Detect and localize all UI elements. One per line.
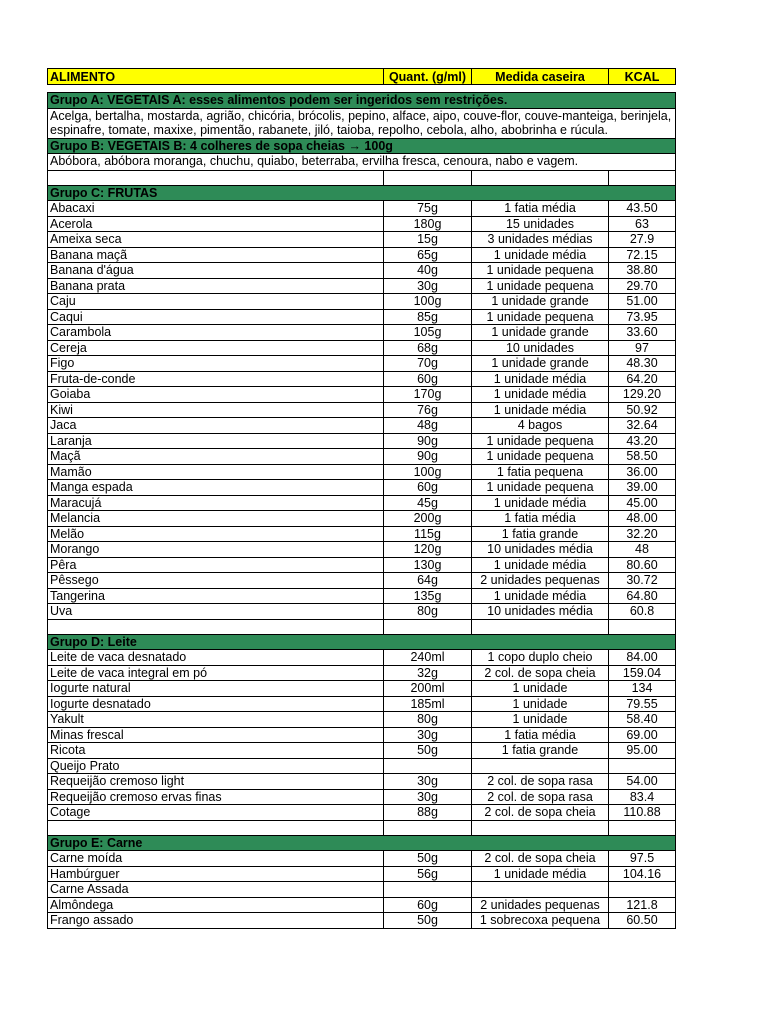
food-kcal: 30.72 [609,573,676,589]
food-quantity: 60g [384,371,472,387]
table-row [48,743,676,759]
food-measure: 1 unidade pequena [472,449,609,465]
food-kcal: 32.20 [609,526,676,542]
food-name: Leite de vaca desnatado [48,650,384,666]
table-row [48,278,676,294]
table-row [48,897,676,913]
header-kcal: KCAL [609,69,676,85]
food-name: Laranja [48,433,384,449]
food-name: Abacaxi [48,201,384,217]
table-row [48,480,676,496]
food-name: Hambúrguer [48,866,384,882]
food-quantity: 80g [384,604,472,620]
food-kcal: 36.00 [609,464,676,480]
food-measure: 1 fatia pequena [472,464,609,480]
food-quantity: 105g [384,325,472,341]
table-row [48,696,676,712]
food-measure: 10 unidades média [472,604,609,620]
food-quantity: 100g [384,294,472,310]
food-quantity: 240ml [384,650,472,666]
food-quantity: 90g [384,449,472,465]
food-kcal: 43.50 [609,201,676,217]
food-kcal: 50.92 [609,402,676,418]
food-quantity: 76g [384,402,472,418]
group-e-title: Grupo E: Carne [48,835,676,851]
food-name: Caqui [48,309,384,325]
food-kcal: 48.30 [609,356,676,372]
food-kcal: 32.64 [609,418,676,434]
table-row [48,340,676,356]
food-quantity: 115g [384,526,472,542]
food-kcal: 38.80 [609,263,676,279]
table-row [48,449,676,465]
table-row [48,418,676,434]
food-kcal: 33.60 [609,325,676,341]
group-a-desc-row [48,108,676,138]
food-measure: 1 unidade média [472,402,609,418]
header-quant: Quant. (g/ml) [384,69,472,85]
table-row [48,495,676,511]
food-measure: 1 unidade grande [472,356,609,372]
food-name: Acerola [48,216,384,232]
food-name: Iogurte natural [48,681,384,697]
food-name: Banana maçã [48,247,384,263]
food-name: Cereja [48,340,384,356]
food-quantity: 30g [384,278,472,294]
food-name: Fruta-de-conde [48,371,384,387]
food-name: Carambola [48,325,384,341]
food-measure: 2 col. de sopa cheia [472,851,609,867]
table-row [48,712,676,728]
food-quantity: 100g [384,464,472,480]
food-quantity: 85g [384,309,472,325]
food-quantity: 88g [384,805,472,821]
food-measure: 1 unidade média [472,557,609,573]
food-measure: 2 col. de sopa rasa [472,789,609,805]
food-measure: 1 unidade pequena [472,278,609,294]
food-quantity: 65g [384,247,472,263]
food-kcal: 97 [609,340,676,356]
food-measure: 1 fatia grande [472,526,609,542]
food-kcal: 29.70 [609,278,676,294]
food-measure: 3 unidades médias [472,232,609,248]
table-row [48,727,676,743]
food-quantity: 130g [384,557,472,573]
food-measure: 1 unidade média [472,247,609,263]
food-name: Requeijão cremoso ervas finas [48,789,384,805]
table-row [48,402,676,418]
food-quantity: 50g [384,851,472,867]
food-name: Caju [48,294,384,310]
food-quantity: 80g [384,712,472,728]
food-name: Carne Assada [48,882,384,898]
food-kcal: 110.88 [609,805,676,821]
food-name: Ameixa seca [48,232,384,248]
food-measure: 1 fatia média [472,511,609,527]
table-row [48,882,676,898]
group-b-title-row [48,138,676,154]
food-quantity: 60g [384,897,472,913]
header-row [48,69,676,85]
food-measure [472,758,609,774]
food-kcal: 60.8 [609,604,676,620]
food-kcal: 73.95 [609,309,676,325]
food-quantity [384,758,472,774]
food-measure: 2 unidades pequenas [472,573,609,589]
table-row [48,232,676,248]
food-name: Ricota [48,743,384,759]
food-measure: 1 fatia média [472,727,609,743]
food-name: Kiwi [48,402,384,418]
food-name: Melão [48,526,384,542]
food-kcal: 72.15 [609,247,676,263]
food-measure: 1 unidade [472,696,609,712]
food-name: Minas frescal [48,727,384,743]
food-name: Pêra [48,557,384,573]
food-kcal: 79.55 [609,696,676,712]
food-quantity: 50g [384,743,472,759]
food-kcal: 159.04 [609,665,676,681]
food-measure: 2 col. de sopa rasa [472,774,609,790]
food-kcal: 54.00 [609,774,676,790]
food-quantity: 185ml [384,696,472,712]
food-kcal: 134 [609,681,676,697]
food-measure: 1 copo duplo cheio [472,650,609,666]
food-name: Frango assado [48,913,384,929]
food-quantity: 30g [384,727,472,743]
table-row [48,216,676,232]
food-name: Yakult [48,712,384,728]
food-kcal: 58.50 [609,449,676,465]
food-measure: 10 unidades média [472,542,609,558]
food-name: Almôndega [48,897,384,913]
food-kcal: 64.80 [609,588,676,604]
food-name: Requeijão cremoso light [48,774,384,790]
food-measure: 1 sobrecoxa pequena [472,913,609,929]
food-kcal: 60.50 [609,913,676,929]
table-row [48,913,676,929]
header-alimento: ALIMENTO [48,69,384,85]
table-row [48,325,676,341]
table-row [48,588,676,604]
group-c-title-row [48,185,676,201]
food-measure: 2 col. de sopa cheia [472,805,609,821]
food-quantity: 200g [384,511,472,527]
table-row [48,758,676,774]
food-quantity: 120g [384,542,472,558]
food-measure: 15 unidades [472,216,609,232]
food-name: Uva [48,604,384,620]
food-kcal: 69.00 [609,727,676,743]
food-name: Maracujá [48,495,384,511]
blank-row [48,170,676,185]
table-row [48,371,676,387]
food-measure: 4 bagos [472,418,609,434]
food-measure: 1 unidade [472,681,609,697]
table-row [48,356,676,372]
food-kcal [609,882,676,898]
food-name: Manga espada [48,480,384,496]
group-b-desc: Abóbora, abóbora moranga, chuchu, quiabo, beterraba, ervilha fresca, cenoura, nabo e vagem. [48,154,676,171]
table-row [48,789,676,805]
group-a-title: Grupo A: VEGETAIS A: esses alimentos podem ser ingeridos sem restrições. [48,93,676,109]
group-e-title-row [48,835,676,851]
table-row [48,263,676,279]
table-row [48,247,676,263]
table-row [48,650,676,666]
food-quantity: 90g [384,433,472,449]
food-kcal: 45.00 [609,495,676,511]
food-quantity: 170g [384,387,472,403]
food-name: Banana d'água [48,263,384,279]
food-measure: 2 col. de sopa cheia [472,665,609,681]
food-quantity: 30g [384,789,472,805]
table-row [48,433,676,449]
table-row [48,851,676,867]
food-name: Jaca [48,418,384,434]
food-quantity: 60g [384,480,472,496]
table-row [48,294,676,310]
food-name: Queijo Prato [48,758,384,774]
food-quantity: 200ml [384,681,472,697]
group-a-title-row [48,93,676,109]
food-kcal: 63 [609,216,676,232]
food-name: Tangerina [48,588,384,604]
blank-row [48,820,676,835]
food-quantity [384,882,472,898]
food-quantity: 32g [384,665,472,681]
food-kcal: 48.00 [609,511,676,527]
header-medida: Medida caseira [472,69,609,85]
food-name: Maçã [48,449,384,465]
food-kcal: 95.00 [609,743,676,759]
food-measure: 1 unidade pequena [472,480,609,496]
food-name: Melancia [48,511,384,527]
food-measure: 1 unidade média [472,371,609,387]
food-measure: 1 unidade [472,712,609,728]
food-kcal: 97.5 [609,851,676,867]
food-kcal: 84.00 [609,650,676,666]
table-row [48,201,676,217]
food-measure: 1 unidade pequena [472,263,609,279]
food-measure: 1 fatia grande [472,743,609,759]
blank-row [48,619,676,634]
food-quantity: 48g [384,418,472,434]
food-kcal: 43.20 [609,433,676,449]
table-row [48,309,676,325]
group-b-desc-row [48,154,676,171]
table-row [48,511,676,527]
food-name: Cotage [48,805,384,821]
group-b-title: Grupo B: VEGETAIS B: 4 colheres de sopa cheias → 100g [48,138,676,154]
group-d-title-row [48,634,676,650]
food-quantity: 15g [384,232,472,248]
food-kcal: 58.40 [609,712,676,728]
food-quantity: 64g [384,573,472,589]
food-table [47,68,676,929]
food-measure: 10 unidades [472,340,609,356]
food-measure [472,882,609,898]
food-name: Iogurte desnatado [48,696,384,712]
table-row [48,464,676,480]
group-a-desc: Acelga, bertalha, mostarda, agrião, chicória, brócolis, pepino, alface, aipo, couve-flor, couve-manteiga, berinjela, espinafre, tomate, maxixe, pimentão, rabanete, jiló, taioba, repolho, cebola, alho, abobrinha e rúcula. [48,108,676,138]
food-measure: 2 unidades pequenas [472,897,609,913]
food-measure: 1 unidade grande [472,294,609,310]
table-row [48,387,676,403]
food-name: Banana prata [48,278,384,294]
table-row [48,604,676,620]
table-row [48,526,676,542]
food-quantity: 45g [384,495,472,511]
food-kcal: 83.4 [609,789,676,805]
table-row [48,866,676,882]
food-quantity: 68g [384,340,472,356]
spacer-row [48,85,676,93]
table-row [48,542,676,558]
food-kcal: 27.9 [609,232,676,248]
food-measure: 1 unidade pequena [472,433,609,449]
food-kcal [609,758,676,774]
food-kcal: 51.00 [609,294,676,310]
food-measure: 1 unidade média [472,866,609,882]
food-measure: 1 fatia média [472,201,609,217]
food-quantity: 75g [384,201,472,217]
food-quantity: 135g [384,588,472,604]
food-kcal: 129.20 [609,387,676,403]
group-d-title: Grupo D: Leite [48,634,676,650]
table-row [48,665,676,681]
food-measure: 1 unidade média [472,495,609,511]
food-measure: 1 unidade média [472,387,609,403]
food-name: Figo [48,356,384,372]
food-quantity: 70g [384,356,472,372]
food-name: Goiaba [48,387,384,403]
food-measure: 1 unidade pequena [472,309,609,325]
food-name: Pêssego [48,573,384,589]
group-c-title: Grupo C: FRUTAS [48,185,676,201]
table-row [48,681,676,697]
table-row [48,557,676,573]
food-quantity: 180g [384,216,472,232]
food-kcal: 80.60 [609,557,676,573]
food-quantity: 56g [384,866,472,882]
food-quantity: 40g [384,263,472,279]
food-name: Morango [48,542,384,558]
food-name: Leite de vaca integral em pó [48,665,384,681]
food-name: Carne moída [48,851,384,867]
table-row [48,805,676,821]
food-kcal: 121.8 [609,897,676,913]
food-kcal: 104.16 [609,866,676,882]
table-row [48,573,676,589]
food-kcal: 39.00 [609,480,676,496]
food-measure: 1 unidade média [472,588,609,604]
food-measure: 1 unidade grande [472,325,609,341]
food-kcal: 64.20 [609,371,676,387]
food-quantity: 50g [384,913,472,929]
food-name: Mamão [48,464,384,480]
food-quantity: 30g [384,774,472,790]
food-kcal: 48 [609,542,676,558]
table-row [48,774,676,790]
